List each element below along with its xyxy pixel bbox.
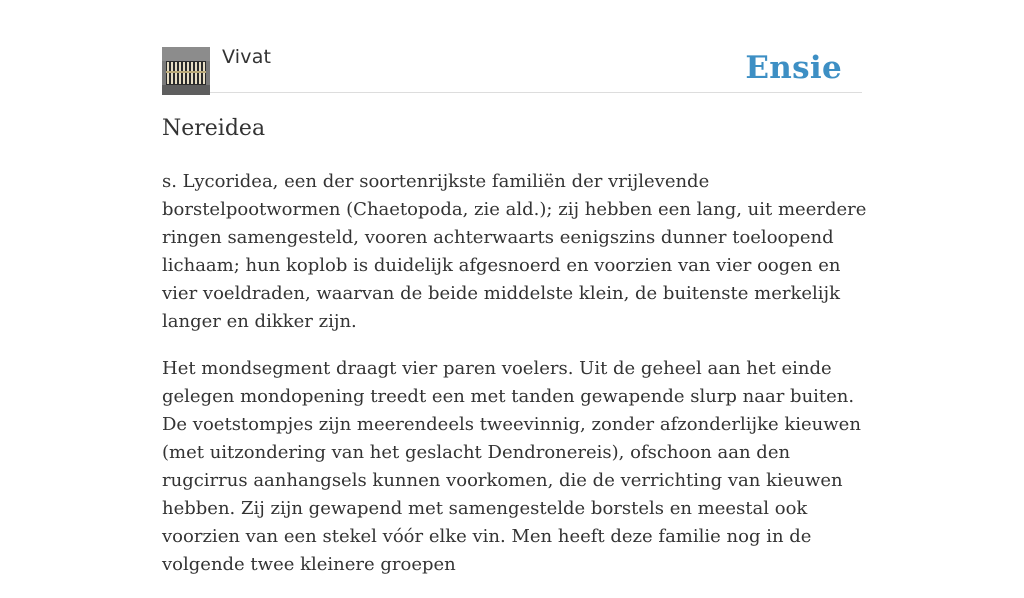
avatar[interactable]	[162, 47, 210, 95]
source-name[interactable]: Vivat	[222, 46, 272, 68]
article-body	[162, 168, 872, 598]
article-title: Nereidea	[162, 116, 266, 141]
header	[162, 44, 862, 93]
brand-logo[interactable]: Ensie	[745, 50, 842, 86]
book-spines-icon	[162, 47, 210, 95]
paragraph: s. Lycoridea, een der soortenrijkste familiën der vrijlevende borstelpootwormen (Chaetopoda, zie ald.); zij hebben een lang, uit meerdere ringen samengesteld, vooren achterwaarts eenigszins dunner toeloopend lichaam; hun koplob is duidelijk afgesnoerd en voorzien van vier oogen en vier voeldraden, waarvan de beide middelste klein, de buitenste merkelijk langer en dikker zijn.	[162, 171, 867, 332]
paragraph: Het mondsegment draagt vier paren voelers. Uit de geheel aan het einde gelegen mondopening treedt een met tanden gewapende slurp naar buiten. De voetstompjes zijn meerendeels tweevinnig, zonder afzonderlijke kieuwen (met uitzondering van het geslacht Dendronereis), ofschoon aan den rugcirrus aanhangsels kunnen voorkomen, die de verrichting van kieuwen hebben. Zij zijn gewapend met samengestelde borstels en meestal ook voorzien van een stekel vóór elke vin. Men heeft deze familie nog in de volgende twee kleinere groepen	[162, 358, 861, 575]
